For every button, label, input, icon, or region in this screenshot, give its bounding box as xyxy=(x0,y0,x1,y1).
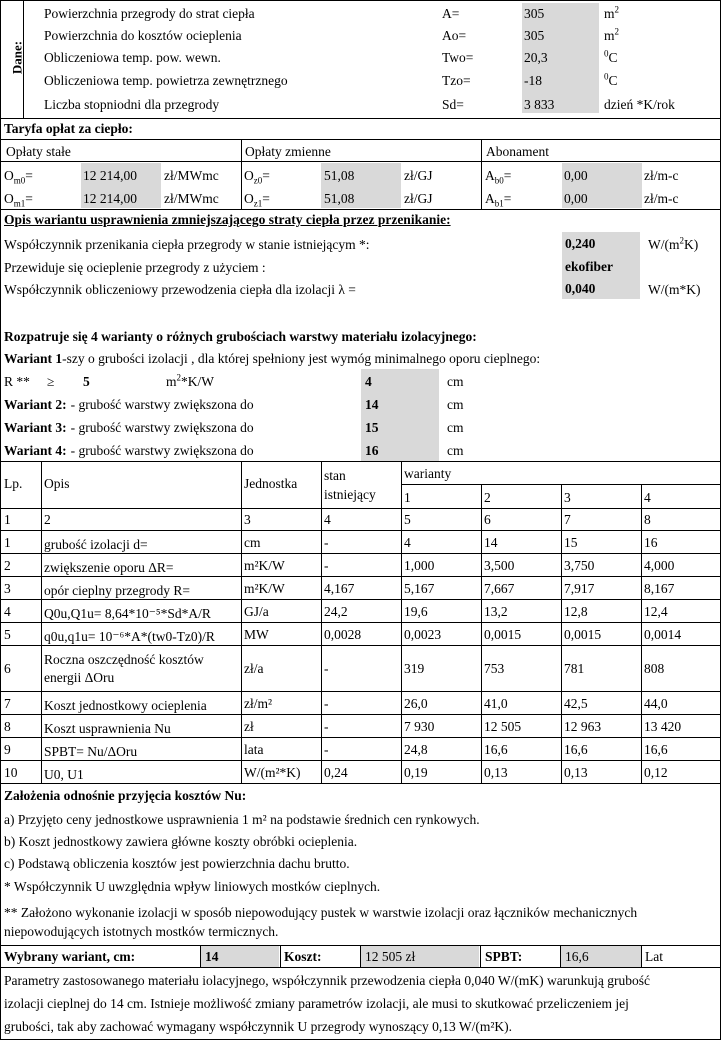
dane-row-name: Obliczeniowa temp. pow. wewn. xyxy=(44,50,221,65)
table-cell-wariant: 7,667 xyxy=(484,580,515,596)
taryfa-value: 51,08 xyxy=(324,191,355,206)
table-cell-jednostka: lata xyxy=(244,741,264,757)
opis-r3-val: 0,040 xyxy=(565,281,596,296)
th-stan: stan istniejący xyxy=(324,468,376,502)
table-cell-stan: - xyxy=(324,695,329,711)
opis-r1-text: Współczynnik przenikania ciepła przegrody w stanie istniejącym *: xyxy=(4,237,370,252)
table-cell-lp: 6 xyxy=(4,661,11,676)
table-cell-wariant: 1,000 xyxy=(404,557,435,573)
opis-r1-unit: $W/(m^2K)$ xyxy=(648,235,699,252)
dane-row-value: 305 xyxy=(524,6,545,21)
table-cell-wariant: 781 xyxy=(564,661,585,676)
table-cell-wariant: 0,0023 xyxy=(404,626,442,642)
wybrany-label: Wybrany wariant, cm: xyxy=(4,949,136,964)
table-cell-opis: zwiększenie oporu ΔR= xyxy=(44,559,174,575)
r-label: R ** xyxy=(4,374,30,389)
dane-row-unit: $^0$C xyxy=(604,71,618,88)
table-cell-lp: 7 xyxy=(4,695,11,711)
table-cell-stan: - xyxy=(324,741,329,757)
zalozenia-item: c) Podstawą obliczenia kosztów jest powierzchnia dachu brutto. xyxy=(4,856,350,871)
table-cell-stan: 0,0028 xyxy=(324,626,362,642)
table-cell-wariant: 16,6 xyxy=(484,741,508,757)
taryfa-unit: zł/GJ xyxy=(404,191,433,206)
taryfa-symbol: $O_{m1}=$ xyxy=(4,191,33,209)
table-cell-lp: 2 xyxy=(4,557,11,573)
wariant-value: 14 xyxy=(365,397,379,412)
table-cell-stan: - xyxy=(324,534,329,550)
table-cell-jednostka: zł xyxy=(244,718,254,734)
table-cell-stan: - xyxy=(324,557,329,573)
taryfa-value: 0,00 xyxy=(564,168,588,183)
r-unit: $m^2*K/W$ xyxy=(166,372,215,389)
table-cell-jednostka: MW xyxy=(244,626,269,642)
th-jednostka: Jednostka xyxy=(244,476,298,491)
table-cell-lp: 8 xyxy=(4,718,11,734)
table-cell-wariant: 0,0015 xyxy=(484,626,522,642)
footer-line: grubości, tak aby zachować wymagany współczynnik U przegrody wynoszący 0,13 W/(m²K). xyxy=(4,1019,513,1034)
table-cell-opis: Roczna oszczędność kosztów energii ΔOru xyxy=(44,652,204,685)
table-cell-lp: 10 xyxy=(4,764,18,780)
table-cell-wariant: 3,500 xyxy=(484,557,515,573)
wariant-1-unit: cm xyxy=(447,374,464,389)
table-cell-wariant: 15 xyxy=(564,534,578,550)
koszt-label: Koszt: xyxy=(284,949,322,964)
table-cell-jednostka: m²K/W xyxy=(244,580,285,596)
table-cell-stan: 0,24 xyxy=(324,764,348,780)
table-cell-wariant: 0,19 xyxy=(404,764,428,780)
dane-row-unit: $m^2$ xyxy=(604,26,620,43)
taryfa-unit: zł/MWmc xyxy=(164,168,219,183)
dane-row-value: 305 xyxy=(524,28,545,43)
table-cell-wariant: 0,13 xyxy=(484,764,508,780)
table-cell-lp: 5 xyxy=(4,626,11,642)
table-cell-wariant: 42,5 xyxy=(564,695,588,711)
table-cell-wariant: 7,917 xyxy=(564,580,595,596)
zalozenia-item: a) Przyjęto ceny jednostkowe usprawnienia 1 m² na podstawie średnich cen rynkowych. xyxy=(4,812,480,827)
table-cell-lp: 4 xyxy=(4,603,11,619)
dane-row-name: Liczba stopniodni dla przegrody xyxy=(44,97,220,112)
footer-line: Parametry zastosowanego materiału iolacyjnego, współczynnik przewodzenia ciepła 0,040 W/(mK) warunkują grubość xyxy=(4,973,651,988)
table-cell-jednostka: zł/m² xyxy=(244,695,273,711)
dane-row-value: 3 833 xyxy=(524,97,555,112)
table-cell-wariant: 0,0015 xyxy=(564,626,602,642)
index-cell: 5 xyxy=(404,512,411,527)
table-cell-stan: 24,2 xyxy=(324,603,348,619)
r-value: 5 xyxy=(83,374,90,389)
table-cell-wariant: 24,8 xyxy=(404,741,428,757)
table-cell-wariant: 4,000 xyxy=(644,557,675,573)
table-cell-opis: SPBT= Nu/ΔOru xyxy=(44,743,138,759)
taryfa-header-zmienne: Opłaty zmienne xyxy=(245,144,331,159)
table-cell-wariant: 319 xyxy=(404,661,425,676)
taryfa-value: 51,08 xyxy=(324,168,355,183)
opis-r1-val: 0,240 xyxy=(565,236,596,251)
table-cell-opis: Koszt jednostkowy ocieplenia xyxy=(44,697,207,713)
wariant-row: Wariant 2: - grubość warstwy zwiększona do xyxy=(4,397,254,412)
table-cell-wariant: 0,0014 xyxy=(644,626,682,642)
taryfa-unit: zł/GJ xyxy=(404,168,433,183)
wariant-value: 16 xyxy=(365,443,379,458)
opis-r2-text: Przewiduje się ocieplenie przegrody z użyciem : xyxy=(4,260,266,275)
table-cell-wariant: 26,0 xyxy=(404,695,428,711)
footer-line: izolacji cieplnej do 14 cm. Istnieje możliwość zmiany parametrów izolacji, ale musi to skutkować przeliczeniem jej xyxy=(4,996,629,1011)
table-cell-jednostka: W/(m²*K) xyxy=(244,764,301,780)
th-wariant-num: 4 xyxy=(644,490,651,505)
table-cell-opis: Q0u,Q1u= 8,64*10⁻⁵*Sd*A/R xyxy=(44,605,211,621)
table-cell-wariant: 12,4 xyxy=(644,603,668,619)
index-cell: 3 xyxy=(244,512,251,527)
index-cell: 6 xyxy=(484,512,491,527)
table-cell-wariant: 0,12 xyxy=(644,764,668,780)
taryfa-value: 0,00 xyxy=(564,191,588,206)
th-opis: Opis xyxy=(44,476,70,491)
taryfa-title: Taryfa opłat za ciepło: xyxy=(4,121,133,136)
table-cell-wariant: 808 xyxy=(644,661,665,676)
index-cell: 1 xyxy=(4,512,11,527)
spbt-unit: Lat xyxy=(645,949,663,964)
wariant-value: 15 xyxy=(365,420,379,435)
table-cell-wariant: 16 xyxy=(644,534,658,550)
zalozenia-item: b) Koszt jednostkowy zawiera główne koszty obróbki ocieplenia. xyxy=(4,834,358,849)
dane-row-symbol: A= xyxy=(442,6,460,21)
table-cell-wariant: 13,2 xyxy=(484,603,508,619)
table-cell-jednostka: zł/a xyxy=(244,661,264,676)
table-cell-lp: 1 xyxy=(4,534,11,550)
taryfa-symbol: $O_{z1}=$ xyxy=(244,191,270,209)
th-lp: Lp. xyxy=(4,476,23,491)
table-cell-opis: U0, U1 xyxy=(44,766,84,782)
taryfa-unit: zł/m-c xyxy=(644,191,679,206)
table-cell-wariant: 4 xyxy=(404,534,411,550)
table-cell-opis: opór cieplny przegrody R= xyxy=(44,582,190,598)
index-cell: 8 xyxy=(644,512,651,527)
taryfa-unit: zł/MWmc xyxy=(164,191,219,206)
table-cell-wariant: 13 420 xyxy=(644,718,682,734)
taryfa-value: 12 214,00 xyxy=(83,191,137,206)
table-cell-lp: 3 xyxy=(4,580,11,596)
table-cell-wariant: 12 505 xyxy=(484,718,522,734)
wariant-unit: cm xyxy=(447,443,464,458)
table-cell-wariant: 7 930 xyxy=(404,718,435,734)
table-cell-lp: 9 xyxy=(4,741,11,757)
dane-row-name: Powierzchnia przegrody do strat ciepła xyxy=(44,6,255,21)
table-cell-wariant: 753 xyxy=(484,661,505,676)
index-cell: 7 xyxy=(564,512,571,527)
dane-row-value: -18 xyxy=(524,73,542,88)
table-cell-opis: Koszt usprawnienia Nu xyxy=(44,720,171,736)
table-cell-wariant: 3,750 xyxy=(564,557,595,573)
opis-r3-unit: W/(m*K) xyxy=(648,282,701,297)
taryfa-value: 12 214,00 xyxy=(83,168,137,183)
table-cell-jednostka: m²K/W xyxy=(244,557,285,573)
opis-r3-text: Współczynnik obliczeniowy przewodzenia ciepła dla izolacji λ = xyxy=(4,282,356,297)
th-wariant-num: 1 xyxy=(404,490,411,505)
r-ge: ≥ xyxy=(47,374,55,389)
table-cell-wariant: 5,167 xyxy=(404,580,435,596)
dane-row-unit: $m^2$ xyxy=(604,4,620,21)
table-cell-wariant: 19,6 xyxy=(404,603,428,619)
dane-row-name: Obliczeniowa temp. powietrza zewnętrznego xyxy=(44,73,288,88)
dane-row-name: Powierzchnia do kosztów ocieplenia xyxy=(44,28,242,43)
wariant-1-value: 4 xyxy=(365,374,372,389)
taryfa-symbol: $A_{b0}=$ xyxy=(485,168,512,186)
dane-row-symbol: Two= xyxy=(442,50,474,65)
table-cell-wariant: 41,0 xyxy=(484,695,508,711)
table-cell-wariant: 14 xyxy=(484,534,498,550)
table-cell-opis: grubość izolacji d= xyxy=(44,536,148,552)
taryfa-symbol: $O_{m0}=$ xyxy=(4,168,33,186)
zalozenia-title: Założenia odnośnie przyjęcia kosztów Nu: xyxy=(4,788,247,803)
wariant-row: Wariant 3: - grubość warstwy zwiększona do xyxy=(4,420,254,435)
taryfa-header-abonament: Abonament xyxy=(486,144,549,159)
table-cell-opis: q0u,q1u= 10⁻⁶*A*(tw0-Tz0)/R xyxy=(44,628,215,644)
table-cell-stan: 4,167 xyxy=(324,580,355,596)
table-cell-jednostka: GJ/a xyxy=(244,603,269,619)
zalozenia-item: * Współczynnik U uwzględnia wpływ liniowych mostków cieplnych. xyxy=(4,879,381,894)
table-cell-wariant: 12,8 xyxy=(564,603,588,619)
dane-row-unit: $^0$C xyxy=(604,48,618,65)
th-wariant-num: 2 xyxy=(484,490,491,505)
opis-r2-val: ekofiber xyxy=(565,259,613,274)
index-cell: 2 xyxy=(44,512,51,527)
table-cell-wariant: 8,167 xyxy=(644,580,675,596)
table-cell-wariant: 16,6 xyxy=(564,741,588,757)
taryfa-unit: zł/m-c xyxy=(644,168,679,183)
dane-row-value: 20,3 xyxy=(524,50,548,65)
wariant-1-line: Wariant 1-szy o grubości izolacji , dla której spełniony jest wymóg minimalnego oporu cieplnego: xyxy=(4,351,541,366)
taryfa-header-stale: Opłaty stałe xyxy=(6,144,71,159)
spbt-value: 16,6 xyxy=(565,949,589,964)
koszt-value: 12 505 zł xyxy=(365,949,416,964)
zalozenia-item: ** Założono wykonanie izolacji w sposób niepowodujący pustek w warstwie izolacji oraz łączników mechanicznych xyxy=(4,905,638,920)
th-wariant-num: 3 xyxy=(564,490,571,505)
wariant-unit: cm xyxy=(447,397,464,412)
th-warianty: warianty xyxy=(404,466,452,481)
warianty-title: Rozpatruje się 4 warianty o różnych grubościach warstwy materiału izolacyjnego: xyxy=(4,329,477,344)
table-cell-stan: - xyxy=(324,661,329,676)
dane-label: Dane: xyxy=(9,40,25,75)
table-cell-wariant: 0,13 xyxy=(564,764,588,780)
taryfa-symbol: $A_{b1}=$ xyxy=(485,191,512,209)
table-cell-stan: - xyxy=(324,718,329,734)
wariant-row: Wariant 4: - grubość warstwy zwiększona do xyxy=(4,443,254,458)
wariant-unit: cm xyxy=(447,420,464,435)
wybrany-value: 14 xyxy=(205,949,219,964)
table-cell-jednostka: cm xyxy=(244,534,261,550)
table-cell-wariant: 12 963 xyxy=(564,718,602,734)
table-cell-wariant: 44,0 xyxy=(644,695,668,711)
dane-row-symbol: Sd= xyxy=(442,97,464,112)
opis-title: Opis wariantu usprawnienia zmniejszającego straty ciepła przez przenikanie: xyxy=(4,212,451,227)
dane-row-symbol: Tzo= xyxy=(442,73,471,88)
table-cell-wariant: 16,6 xyxy=(644,741,668,757)
index-cell: 4 xyxy=(324,512,331,527)
dane-row-unit: dzień *K/rok xyxy=(604,97,675,112)
zalozenia-item: niepowodujących istotnych mostków termicznych. xyxy=(4,924,279,939)
spbt-label: SPBT: xyxy=(485,949,523,964)
dane-row-symbol: Ao= xyxy=(442,28,467,43)
taryfa-symbol: $O_{z0}=$ xyxy=(244,168,270,186)
